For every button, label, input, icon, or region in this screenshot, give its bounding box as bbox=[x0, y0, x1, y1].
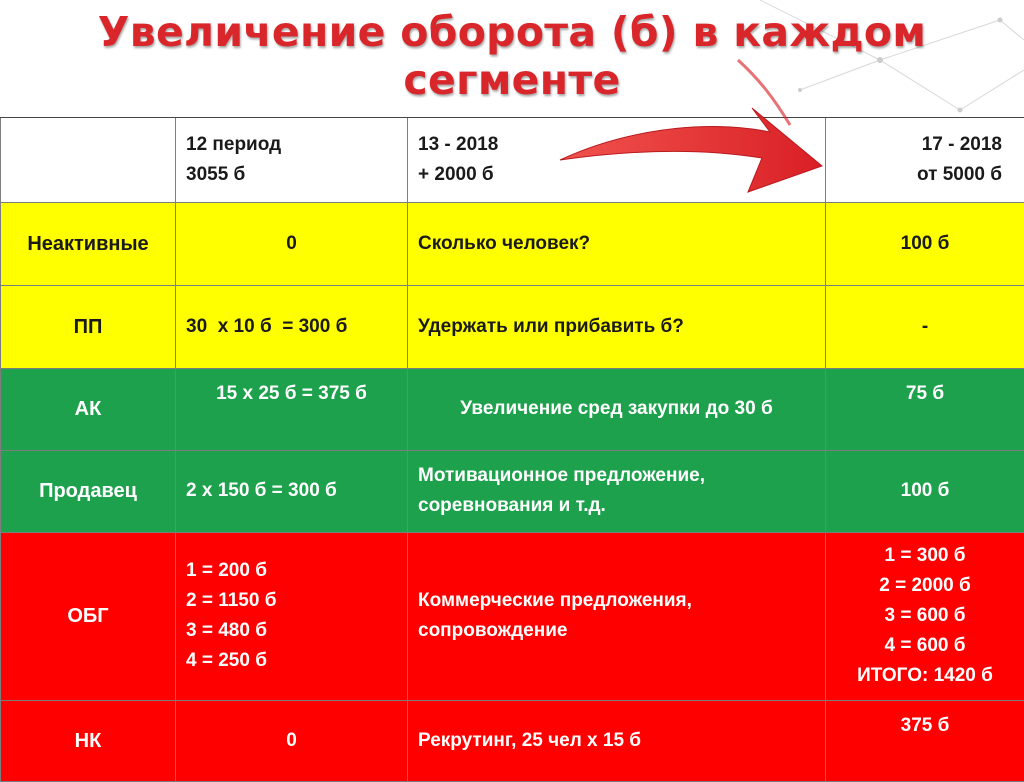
table-row bbox=[1, 285, 1024, 368]
row-col2: Мотивационное предложение, соревнования и т.д. bbox=[408, 450, 826, 532]
row-col3: 100 б bbox=[826, 202, 1024, 285]
table-row bbox=[1, 532, 1024, 700]
row-col1: 30 х 10 б = 300 б bbox=[176, 285, 408, 368]
row-label: Неактивные bbox=[1, 202, 176, 285]
table-row bbox=[1, 700, 1024, 781]
row-label: ОБГ bbox=[1, 532, 176, 700]
row-col2: Рекрутинг, 25 чел х 15 б bbox=[408, 700, 826, 781]
table-row bbox=[1, 450, 1024, 532]
header-col3: 17 - 2018 от 5000 б bbox=[826, 118, 1024, 202]
row-col1: 0 bbox=[176, 202, 408, 285]
row-col3: 375 б bbox=[826, 700, 1024, 781]
header-col2: 13 - 2018 + 2000 б bbox=[408, 118, 826, 202]
row-col3: 100 б bbox=[826, 450, 1024, 532]
row-label: Продавец bbox=[1, 450, 176, 532]
row-col2: Коммерческие предложения, сопровождение bbox=[408, 532, 826, 700]
row-col2: Сколько человек? bbox=[408, 202, 826, 285]
row-col3: 1 = 300 б 2 = 2000 б 3 = 600 б 4 = 600 б ИТОГО: 1420 б bbox=[826, 532, 1024, 700]
header-empty-cell bbox=[1, 118, 176, 202]
row-col3: - bbox=[826, 285, 1024, 368]
page-title: Увеличение оборота (б) в каждом сегменте bbox=[0, 8, 1024, 104]
row-col1: 2 х 150 б = 300 б bbox=[176, 450, 408, 532]
segments-table bbox=[0, 118, 1024, 782]
row-col2: Удержать или прибавить б? bbox=[408, 285, 826, 368]
table-row bbox=[1, 202, 1024, 285]
row-label: ПП bbox=[1, 285, 176, 368]
table-row bbox=[1, 368, 1024, 450]
row-label: НК bbox=[1, 700, 176, 781]
row-col3: 75 б bbox=[826, 368, 1024, 450]
table-header-row bbox=[1, 118, 1024, 202]
row-col1: 1 = 200 б 2 = 1150 б 3 = 480 б 4 = 250 б bbox=[176, 532, 408, 700]
row-label: АК bbox=[1, 368, 176, 450]
header-col1: 12 период 3055 б bbox=[176, 118, 408, 202]
row-col1: 15 х 25 б = 375 б bbox=[176, 368, 408, 450]
row-col2: Увеличение сред закупки до 30 б bbox=[408, 368, 826, 450]
row-col1: 0 bbox=[176, 700, 408, 781]
